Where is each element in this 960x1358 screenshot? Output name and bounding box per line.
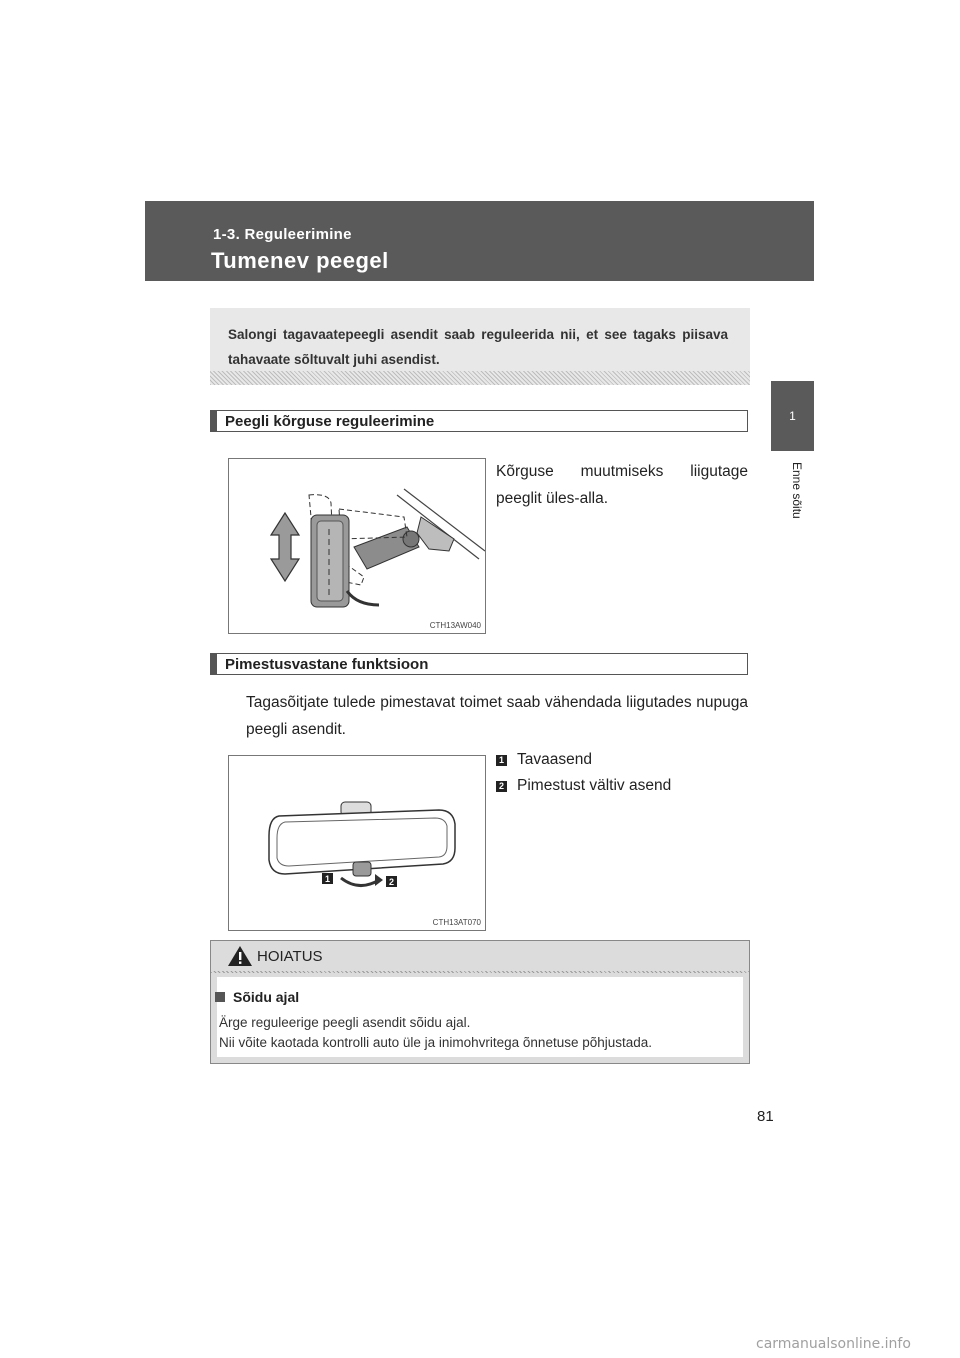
warning-box (210, 940, 750, 1064)
chapter-label: Enne sõitu (790, 462, 804, 519)
heading-bar (211, 654, 217, 674)
warning-subheading (215, 989, 299, 1005)
legend-label: Tavaasend (517, 751, 592, 768)
warning-subheading-text: Sõidu ajal (233, 989, 300, 1005)
warning-header (211, 941, 749, 971)
page-number: 81 (757, 1108, 774, 1125)
warning-triangle-icon (227, 945, 253, 967)
warning-line: Nii võite kaotada kontrolli auto üle ja inimohvritega õnnetuse põhjustada. (219, 1035, 653, 1050)
height-instruction-text: Kõrguse muutmiseks liigutage peeglit üles-alla. (496, 463, 748, 507)
mirror-height-figure (228, 458, 486, 634)
warning-text (219, 1013, 652, 1053)
legend-label: Pimestust vältiv asend (517, 777, 672, 794)
section-label: 1-3. Reguleerimine (213, 226, 352, 243)
antiglare-figure (228, 755, 486, 931)
heading-bar (211, 411, 217, 431)
chapter-number: 1 (789, 409, 796, 423)
intro-hatch (210, 371, 750, 385)
section-heading-height (210, 410, 748, 432)
legend-number: 1 (496, 755, 507, 766)
antiglare-illustration (229, 756, 485, 930)
warning-line: Ärge reguleerige peegli asendit sõidu ajal. (219, 1015, 471, 1030)
section-heading-text: Pimestusvastane funktsioon (225, 656, 429, 673)
legend-item-2 (496, 777, 671, 795)
callout-2: 2 (386, 876, 397, 887)
section-heading-text: Peegli kõrguse reguleerimine (225, 413, 435, 430)
callout-1: 1 (322, 873, 333, 884)
warning-hatch (211, 971, 749, 973)
bullet-square-icon (215, 992, 225, 1002)
figure-code: CTH13AW040 (429, 621, 481, 630)
section-heading-antiglare (210, 653, 748, 675)
page-title: Tumenev peegel (211, 248, 389, 273)
legend-item-1 (496, 751, 592, 769)
figure-code: CTH13AT070 (432, 918, 481, 927)
intro-text: Salongi tagavaatepeegli asendit saab reguleerida nii, et see tagaks piisava tahavaate sõltuvalt juhi asendist. (228, 327, 728, 367)
antiglare-text: Tagasõitjate tulede pimestavat toimet saab vähendada liigutades nupuga peegli asendit. (246, 694, 748, 738)
legend-number: 2 (496, 781, 507, 792)
watermark[interactable]: carmanualsonline.info (756, 1336, 911, 1352)
warning-title: HOIATUS (257, 948, 323, 965)
chapter-tab[interactable] (771, 381, 814, 451)
mirror-height-illustration (229, 459, 485, 633)
